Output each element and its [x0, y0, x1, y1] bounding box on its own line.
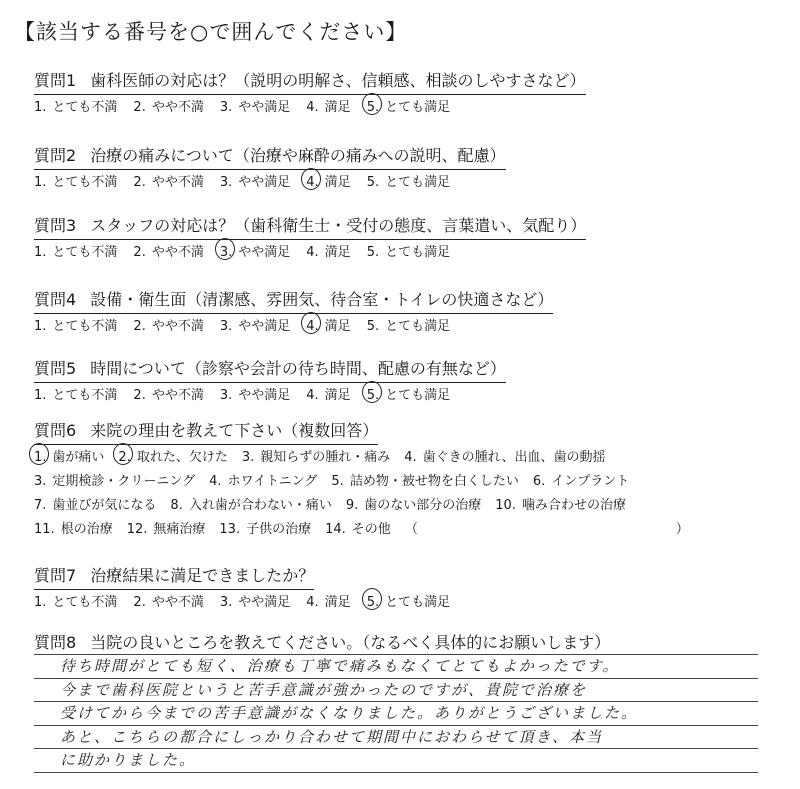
option-row [34, 470, 689, 494]
option-label: とても満足 [385, 595, 451, 610]
option-label: とても不満 [52, 175, 118, 190]
option-label: 無痛治療 [153, 522, 206, 537]
answer-option[interactable] [404, 446, 605, 470]
answer-option[interactable] [533, 470, 629, 494]
option-label: 取れた、欠けた [136, 450, 228, 465]
answer-option[interactable] [220, 315, 290, 334]
question-number: 質問7 [34, 566, 77, 585]
option-number: 5. [331, 474, 344, 489]
answer-option-selected[interactable] [306, 171, 350, 190]
option-label: とても不満 [52, 388, 118, 403]
option-number: 2. [133, 388, 146, 403]
option-label: とても満足 [385, 100, 451, 115]
answer-option[interactable] [34, 315, 117, 334]
answer-option[interactable] [306, 591, 350, 610]
option-number: 11. [34, 522, 55, 537]
option-number: 5. [366, 100, 380, 115]
option-label: とても不満 [52, 245, 118, 260]
option-number: 1. [34, 100, 47, 115]
option-number: 4. [306, 175, 319, 190]
handwritten-line: に助かりました。 [34, 749, 758, 773]
option-number: 5. [366, 595, 380, 610]
answer-option[interactable] [209, 470, 317, 494]
option-label: やや不満 [151, 100, 204, 115]
question-number: 質問4 [34, 290, 77, 309]
answer-option-selected[interactable] [367, 591, 450, 610]
answer-option[interactable] [242, 446, 390, 470]
option-label: 噛み合わせの治療 [521, 498, 626, 513]
option-label: 入れ歯が合わない・痛い [188, 498, 332, 513]
option-number: 3. [34, 474, 47, 489]
answer-option[interactable] [325, 518, 391, 542]
question-text: 当院の良いところを教えてください。（なるべく具体的にお願いします） [90, 633, 611, 652]
option-number: 4. [306, 319, 319, 334]
question-number: 質問2 [34, 146, 77, 165]
option-label: やや不満 [151, 245, 204, 260]
option-number: 8. [170, 498, 183, 513]
answer-option[interactable] [367, 171, 450, 190]
option-number: 4. [306, 100, 319, 115]
question-number: 質問1 [34, 71, 77, 90]
option-number: 1. [34, 595, 47, 610]
option-label: やや不満 [151, 175, 204, 190]
option-number: 13. [219, 522, 241, 537]
option-number: 4. [404, 450, 417, 465]
option-number: 3. [219, 595, 233, 610]
option-row [34, 446, 689, 470]
answer-option[interactable] [133, 591, 203, 610]
option-number: 2. [133, 595, 146, 610]
option-label: その他 [351, 522, 391, 537]
question-number: 質問3 [34, 216, 77, 235]
answer-option[interactable] [367, 241, 450, 260]
option-number: 1. [34, 450, 47, 465]
answer-option[interactable] [220, 591, 290, 610]
option-number: 3. [219, 175, 233, 190]
option-number: 3. [219, 245, 233, 260]
answer-option[interactable] [133, 315, 203, 334]
answer-option[interactable] [34, 384, 117, 403]
option-number: 2. [133, 319, 146, 334]
option-label: 満足 [324, 595, 351, 610]
option-number: 7. [34, 498, 47, 513]
option-label: やや満足 [238, 245, 291, 260]
option-label: インプラント [551, 474, 630, 489]
answer-option[interactable] [133, 96, 203, 115]
option-number: 2. [133, 175, 146, 190]
option-number: 10. [495, 498, 516, 513]
option-number: 5. [366, 319, 380, 334]
option-number: 4. [306, 595, 319, 610]
option-number: 1. [34, 319, 47, 334]
option-number: 3. [219, 319, 233, 334]
option-label: やや満足 [238, 319, 291, 334]
option-number: 2. [118, 450, 131, 465]
option-number: 12. [126, 522, 148, 537]
option-number: 4. [306, 388, 319, 403]
answer-option[interactable] [127, 518, 206, 542]
option-number: 9. [345, 498, 359, 513]
answer-option[interactable] [367, 315, 450, 334]
answer-option[interactable] [331, 470, 518, 494]
question-heading [34, 356, 506, 383]
question-text: 治療結果に満足できましたか？ [90, 566, 315, 585]
option-label: やや満足 [238, 100, 291, 115]
option-label: やや満足 [238, 595, 291, 610]
answer-option[interactable] [306, 96, 350, 115]
question-text: 治療の痛みについて（治療や麻酔の痛みへの説明、配慮） [90, 146, 506, 165]
answer-option-selected[interactable] [367, 384, 450, 403]
answer-option-selected[interactable] [367, 96, 450, 115]
answer-option[interactable] [220, 96, 290, 115]
option-number: 1. [34, 245, 47, 260]
question-text: スタッフの対応は？（歯科衛生士・受付の態度、言葉遣い、気配り） [90, 216, 587, 235]
option-label: やや不満 [151, 388, 204, 403]
question-heading [34, 68, 586, 95]
answer-options [34, 591, 466, 610]
question-heading [34, 213, 586, 240]
answer-option[interactable] [170, 494, 331, 518]
answer-options [34, 96, 466, 115]
handwritten-line: 今まで歯科医院というと苦手意識が強かったのですが、貴院で治療を [34, 679, 758, 703]
option-number: 4. [209, 474, 222, 489]
answer-option[interactable] [34, 171, 117, 190]
answer-options-multi [34, 446, 689, 542]
answer-option-selected[interactable] [306, 315, 350, 334]
option-label: とても不満 [52, 595, 118, 610]
option-number: 3. [219, 100, 233, 115]
option-label: 親知らずの腫れ・痛み [260, 450, 391, 465]
answer-option[interactable] [34, 518, 113, 542]
answer-option[interactable] [34, 470, 195, 494]
answer-options [34, 315, 466, 334]
option-number: 4. [306, 245, 319, 260]
option-label: 子供の治療 [246, 522, 312, 537]
handwritten-line: あと、こちらの都合にしっかり合わせて期間中におわらせて頂き、本当 [34, 726, 758, 750]
answer-option[interactable] [220, 171, 290, 190]
option-label: とても不満 [52, 319, 118, 334]
option-label: 根の治療 [60, 522, 113, 537]
option-label: とても不満 [52, 100, 118, 115]
answer-option[interactable] [34, 241, 117, 260]
paren-close: ） [675, 522, 689, 537]
page-title: 【該当する番号を○で囲んでください】 [14, 20, 408, 44]
option-label: 歯のない部分の治療 [364, 498, 482, 513]
option-number: 5. [366, 245, 380, 260]
answer-option[interactable] [346, 494, 481, 518]
option-label: 満足 [324, 319, 351, 334]
answer-option[interactable] [34, 591, 117, 610]
question-text: 時間について（診察や会計の待ち時間、配慮の有無など） [90, 359, 506, 378]
option-label: 歯ぐきの腫れ、出血、歯の動揺 [422, 450, 606, 465]
option-number: 3. [219, 388, 233, 403]
answer-option[interactable] [220, 384, 290, 403]
answer-options [34, 171, 466, 190]
answer-option[interactable] [495, 494, 626, 518]
answer-option[interactable] [34, 96, 117, 115]
free-answer-area[interactable] [34, 654, 758, 773]
option-number: 3. [241, 450, 255, 465]
option-label: やや満足 [238, 175, 291, 190]
answer-option-selected[interactable] [34, 446, 104, 470]
option-label: 満足 [324, 100, 351, 115]
question-heading [34, 143, 506, 170]
option-number: 1. [34, 175, 47, 190]
option-number: 1. [34, 388, 47, 403]
option-label: やや満足 [238, 388, 291, 403]
option-number: 5. [366, 175, 380, 190]
option-number: 14. [325, 522, 346, 537]
question-text: 設備・衛生面（清潔感、雰囲気、待合室・トイレの快適さなど） [90, 290, 554, 309]
answer-option-selected[interactable] [220, 241, 290, 260]
option-label: とても満足 [385, 175, 451, 190]
option-label: 満足 [324, 245, 351, 260]
answer-option[interactable] [133, 241, 203, 260]
option-label: やや不満 [151, 319, 204, 334]
answer-option[interactable] [34, 494, 156, 518]
option-label: ホワイトニング [227, 474, 318, 489]
option-row [34, 518, 689, 542]
option-label: とても満足 [385, 245, 451, 260]
question-heading [34, 563, 314, 590]
question-text: 歯科医師の対応は？（説明の明解さ、信頼感、相談のしやすさなど） [90, 71, 586, 90]
question-number: 質問8 [34, 633, 77, 652]
option-number: 6. [532, 474, 546, 489]
question-number: 質問6 [34, 421, 77, 440]
answer-option[interactable] [306, 384, 350, 403]
option-label: 詰め物・被せ物を白くしたい [349, 474, 519, 489]
paren-open: （ [404, 522, 418, 537]
question-heading [34, 287, 553, 314]
question-number: 質問5 [34, 359, 77, 378]
option-number: 2. [133, 245, 146, 260]
option-number: 5. [366, 388, 380, 403]
question-heading [34, 418, 378, 445]
option-label: 満足 [324, 175, 351, 190]
answer-options [34, 241, 466, 260]
handwritten-line: 受けてから今までの苦手意識がなくなりました。ありがとうございました。 [34, 702, 758, 726]
option-row [34, 494, 689, 518]
question-heading [34, 630, 610, 656]
answer-option[interactable] [133, 384, 203, 403]
handwritten-line: 待ち時間がとても短く、治療も丁寧で痛みもなくてとてもよかったです。 [34, 654, 758, 679]
option-label: とても満足 [385, 319, 451, 334]
option-label: 歯が痛い [52, 450, 105, 465]
other-answer-field[interactable] [405, 518, 689, 542]
answer-option-selected[interactable] [118, 446, 227, 470]
option-label: やや不満 [151, 595, 204, 610]
option-number: 2. [133, 100, 146, 115]
answer-option[interactable] [133, 171, 203, 190]
answer-options [34, 384, 466, 403]
answer-option[interactable] [219, 518, 311, 542]
question-text: 来院の理由を教えて下さい（複数回答） [90, 421, 379, 440]
option-label: とても満足 [385, 388, 451, 403]
option-label: 定期検診・クリーニング [52, 474, 196, 489]
option-label: 満足 [324, 388, 351, 403]
option-label: 歯並びが気になる [52, 498, 157, 513]
answer-option[interactable] [306, 241, 350, 260]
